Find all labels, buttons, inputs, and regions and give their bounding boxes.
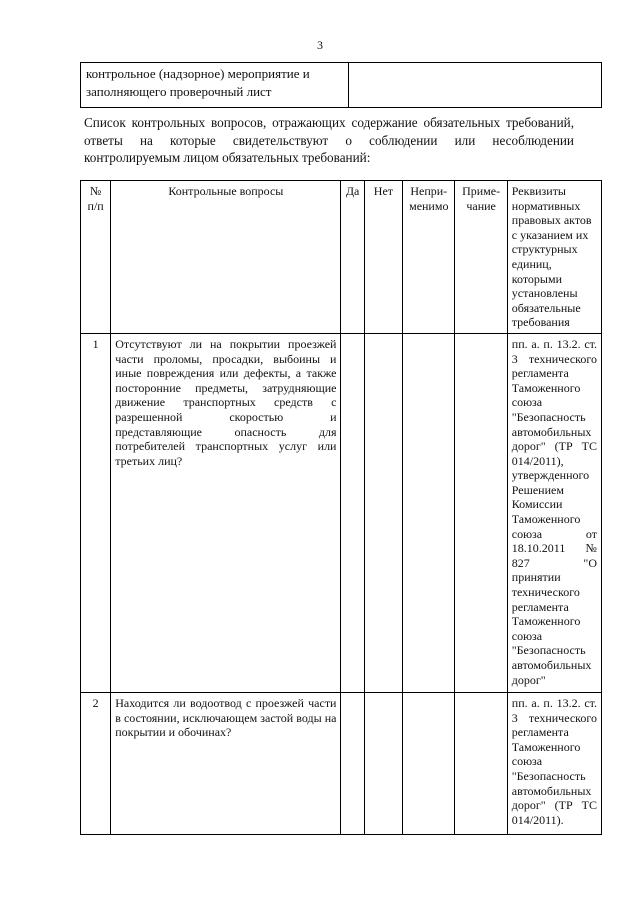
- row-requisites: пп. а. п. 13.2. ст. 3 технического регламента Таможенного союза "Безопасность автомобильных дорог" (ТР ТС 014/2011), утвержденного Решением Комиссии Таможенного союза от 18.10.2011 № 827 "О принятии технического регламента Таможенного союза "Безопасность автомобильных дорог": [507, 333, 601, 692]
- row-yes-cell[interactable]: [341, 333, 364, 692]
- row-num: 2: [81, 692, 111, 834]
- row-note-cell[interactable]: [455, 333, 507, 692]
- row-question: Отсутствуют ли на покрытии проезжей части проломы, просадки, выбоины и иные повреждения или дефекты, а также посторонние предметы, затрудняющие движение транспортных средств с разрешенной скоростью и представляющие опасность для потребителей транспортных услуг или третьих лиц?: [111, 333, 341, 692]
- row-na-cell[interactable]: [403, 692, 455, 834]
- header-num: № п/п: [81, 181, 111, 334]
- header-question: Контрольные вопросы: [111, 181, 341, 334]
- row-no-cell[interactable]: [364, 692, 402, 834]
- inspector-info-value: [349, 63, 602, 108]
- row-num: 1: [81, 333, 111, 692]
- table-header-row: [81, 181, 602, 334]
- checklist-intro: [84, 114, 574, 167]
- row-yes-cell[interactable]: [341, 692, 364, 834]
- inspector-info-table: [80, 62, 602, 108]
- checklist-table: [80, 180, 602, 835]
- row-na-cell[interactable]: [403, 333, 455, 692]
- row-no-cell[interactable]: [364, 333, 402, 692]
- header-yes: Да: [341, 181, 364, 334]
- inspector-info-label: контрольное (надзорное) мероприятие и заполняющего проверочный лист: [81, 63, 349, 108]
- page-number: 3: [317, 38, 323, 52]
- table-row: [81, 692, 602, 834]
- header-not-applicable: Непри-менимо: [403, 181, 455, 334]
- checklist-intro-text: Список контрольных вопросов, отражающих содержание обязательных требований, ответы на которые свидетельствуют о соблюдении или несоблюдении контролируемым лицом обязательных требований:: [84, 115, 574, 165]
- header-requisites: Реквизиты нормативных правовых актов с указанием их структурных единиц, которыми установлены обязательные требования: [507, 181, 601, 334]
- header-note: Приме-чание: [455, 181, 507, 334]
- row-question: Находится ли водоотвод с проезжей части в состоянии, исключающем застой воды на покрытии и обочинах?: [111, 692, 341, 834]
- header-no: Нет: [364, 181, 402, 334]
- row-requisites: пп. а. п. 13.2. ст. 3 технического регламента Таможенного союза "Безопасность автомобильных дорог" (ТР ТС 014/2011).: [507, 692, 601, 834]
- row-note-cell[interactable]: [455, 692, 507, 834]
- table-row: [81, 333, 602, 692]
